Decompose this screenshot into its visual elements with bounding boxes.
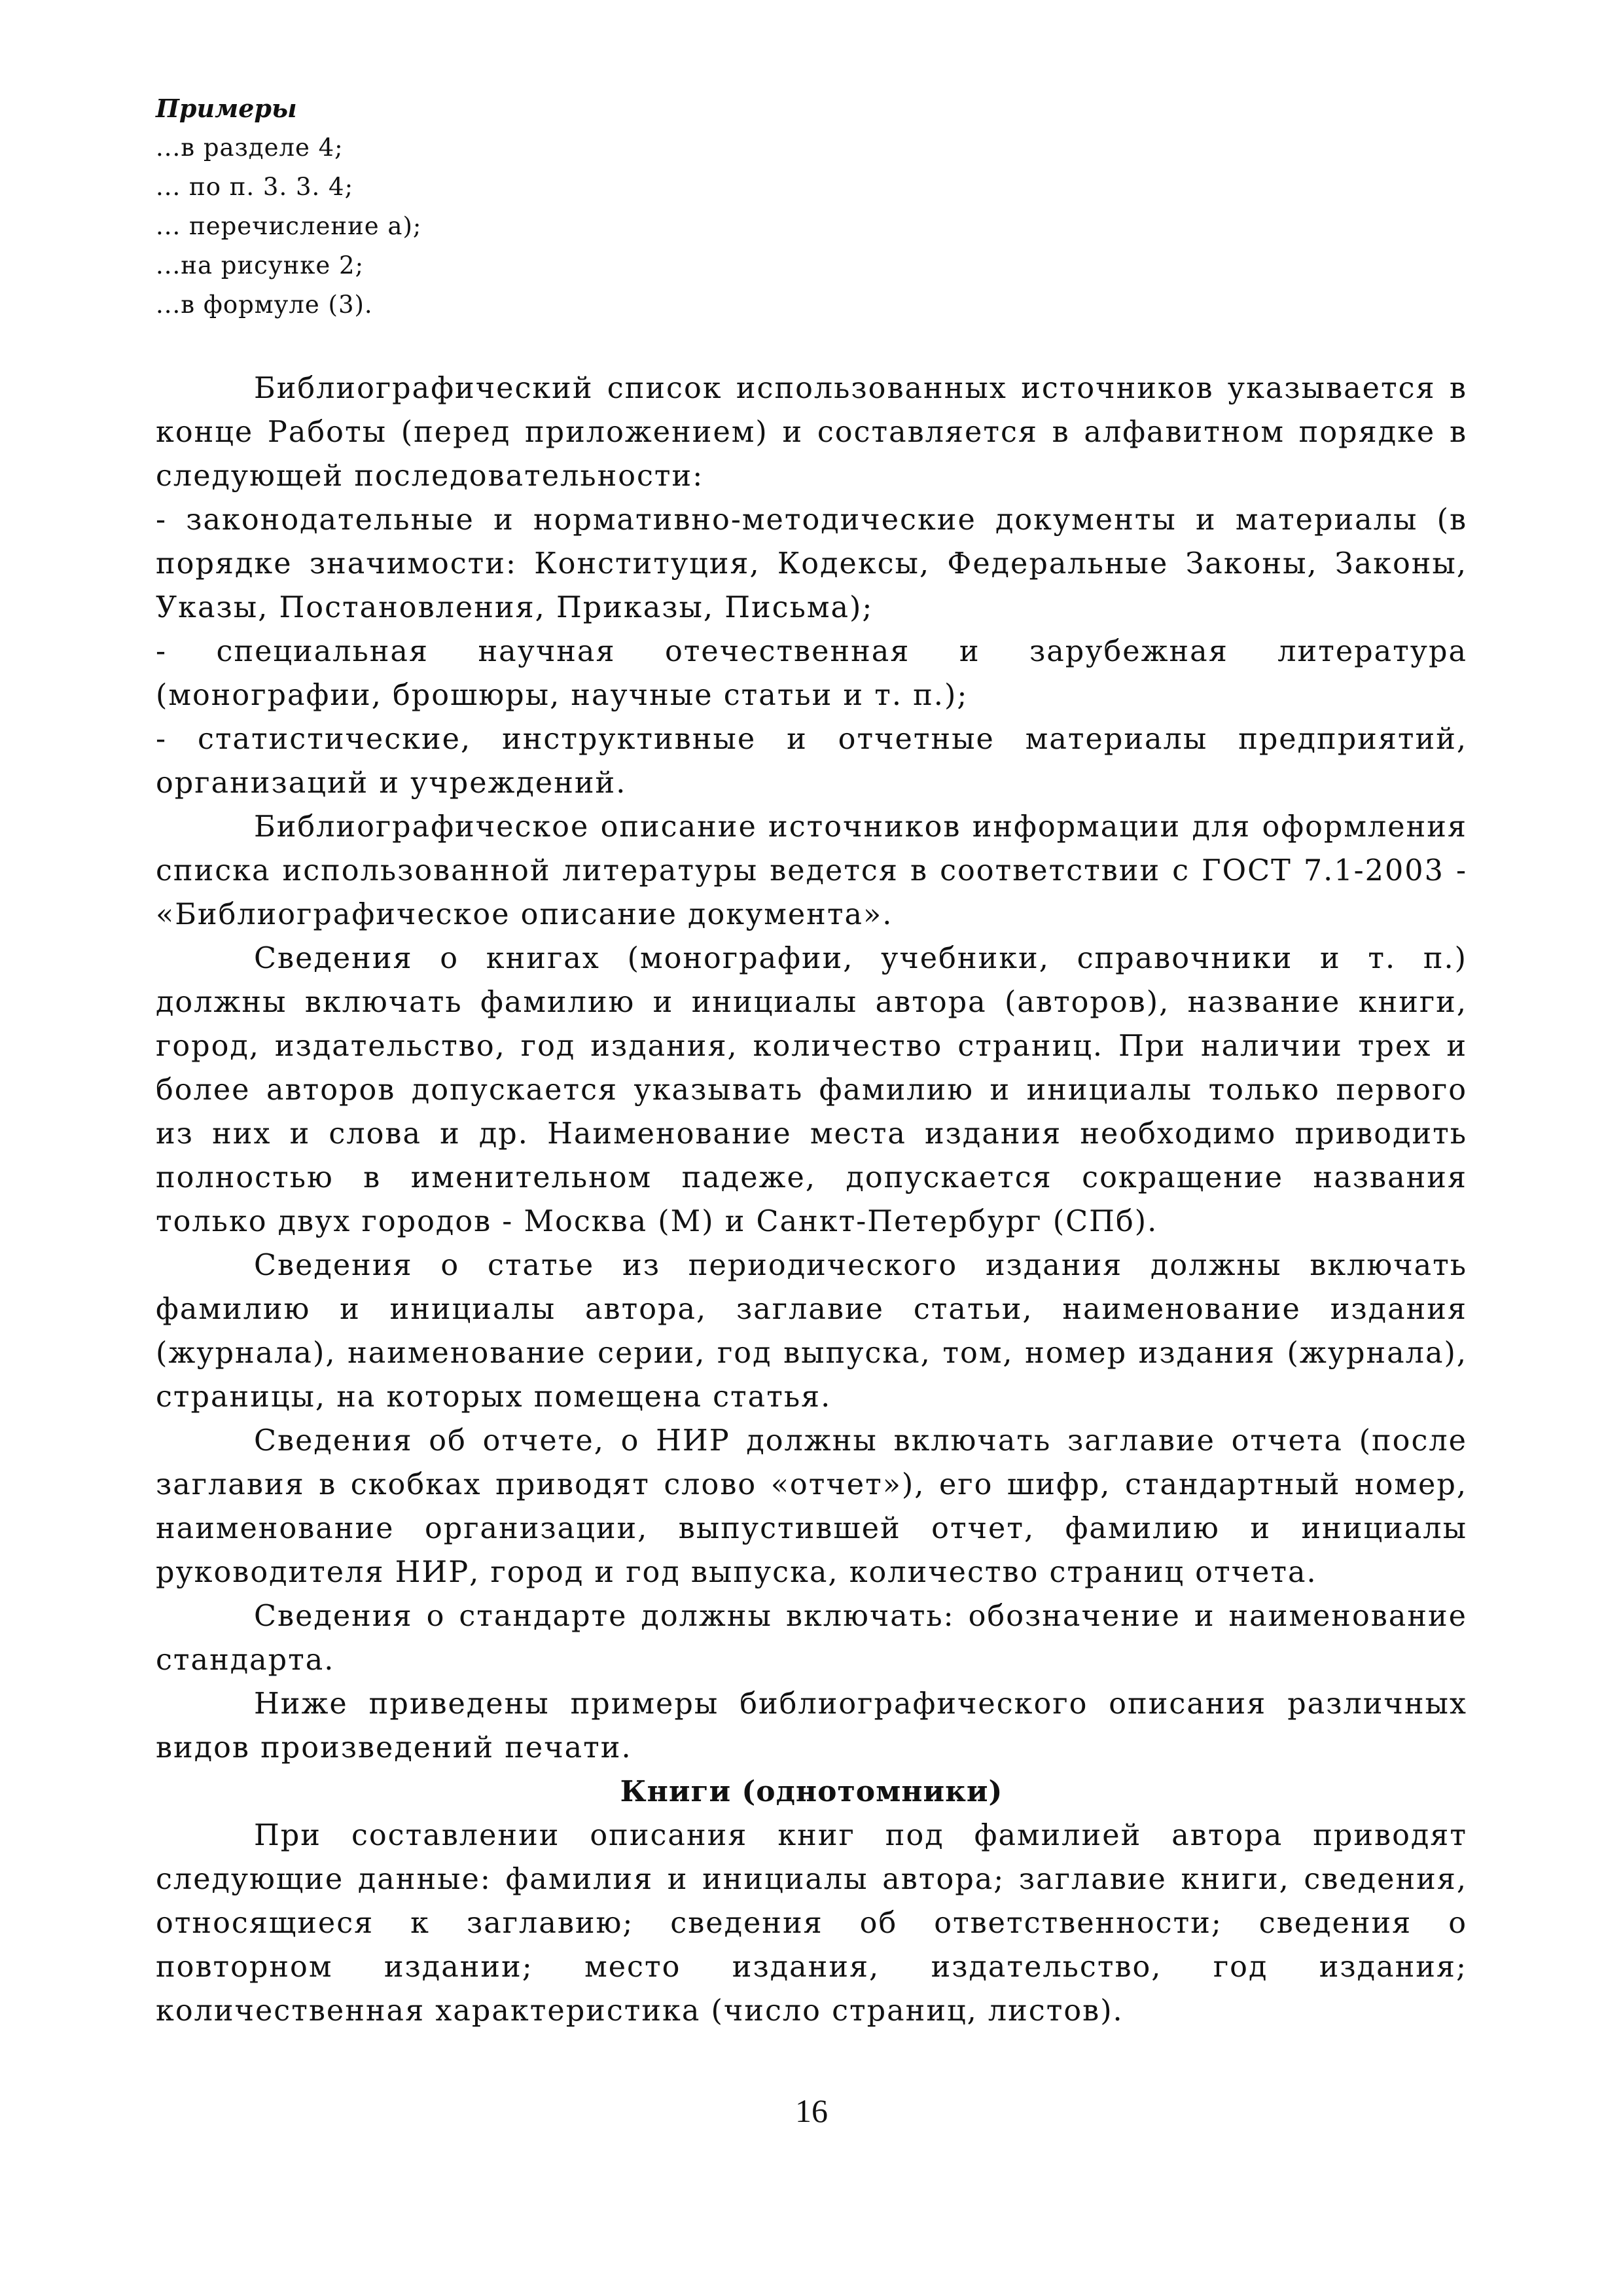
paragraph-article-info: Сведения о статье из периодического издания должны включать фамилию и инициалы автора, заглавие статьи, наименование издания (журнала), наименование серии, год выпуска, том, номер издания (журнала), страницы, на которых помещена статья. xyxy=(156,1249,1467,1414)
paragraph-standard-info: Сведения о стандарте должны включать: обозначение и наименование стандарта. xyxy=(156,1600,1467,1677)
paragraph-report-info: Сведения об отчете, о НИР должны включать заглавие отчета (после заглавия в скобках приводят слово «отчет»), его шифр, стандартный номер, наименование организации, выпустившей отчет, фамилию и инициалы руководителя НИР, город и год выпуска, количество страниц отчета. xyxy=(156,1424,1467,1589)
paragraph-legislative-docs: - законодательные и нормативно-методические документы и материалы (в порядке значимости: Конституция, Кодексы, Федеральные Законы, Законы, Указы, Постановления, Приказы, Письма); xyxy=(156,503,1467,624)
paragraph-books-description: При составлении описания книг под фамилией автора приводят следующие данные: фамилия и инициалы автора; заглавие книги, сведения, относящиеся к заглавию; сведения об ответственности; сведения о повторном издании; место издания, издательство, год издания; количественная характеристика (число страниц, листов). xyxy=(156,1819,1467,2028)
examples-heading: Примеры xyxy=(156,94,297,123)
examples-item: ...в формуле (3). xyxy=(156,291,373,319)
paragraph-examples-intro: Ниже приведены примеры библиографического описания различных видов произведений печати. xyxy=(156,1687,1467,1765)
examples-item: ... по п. 3. 3. 4; xyxy=(156,173,354,201)
examples-list xyxy=(156,128,1467,325)
paragraph-gost: Библиографическое описание источников информации для оформления списка использованной литературы ведется в соответствии с ГОСТ 7.1-2003 - «Библиографическое описание документа». xyxy=(156,810,1467,931)
examples-item: ...на рисунке 2; xyxy=(156,251,365,279)
examples-item: ...в разделе 4; xyxy=(156,134,344,162)
paragraph-scientific-literature: - специальная научная отечественная и зарубежная литература (монографии, брошюры, научные статьи и т. п.); xyxy=(156,635,1467,712)
body-text xyxy=(156,367,1467,2033)
section-title: Книги (однотомники) xyxy=(620,1775,1003,1808)
paragraph-statistical-materials: - статистические, инструктивные и отчетные материалы предприятий, организаций и учреждений. xyxy=(156,723,1467,800)
examples-item: ... перечисление а); xyxy=(156,212,422,240)
page-content xyxy=(156,92,1467,2033)
page-number: 16 xyxy=(795,2092,828,2129)
paragraph-books-info: Сведения о книгах (монографии, учебники, справочники и т. п.) должны включать фамилию и инициалы автора (авторов), название книги, город, издательство, год издания, количество страниц. При наличии трех и более авторов допускается указывать фамилию и инициалы только первого из них и слова и др. Наименование места издания необходимо приводить полностью в именительном падеже, допускается сокращение названия только двух городов - Москва (М) и Санкт-Петербург (СПб). xyxy=(156,942,1467,1238)
paragraph-bibliography-list: Библиографический список использованных источников указывается в конце Работы (перед приложением) и составляется в алфавитном порядке в следующей последовательности: xyxy=(156,372,1467,493)
